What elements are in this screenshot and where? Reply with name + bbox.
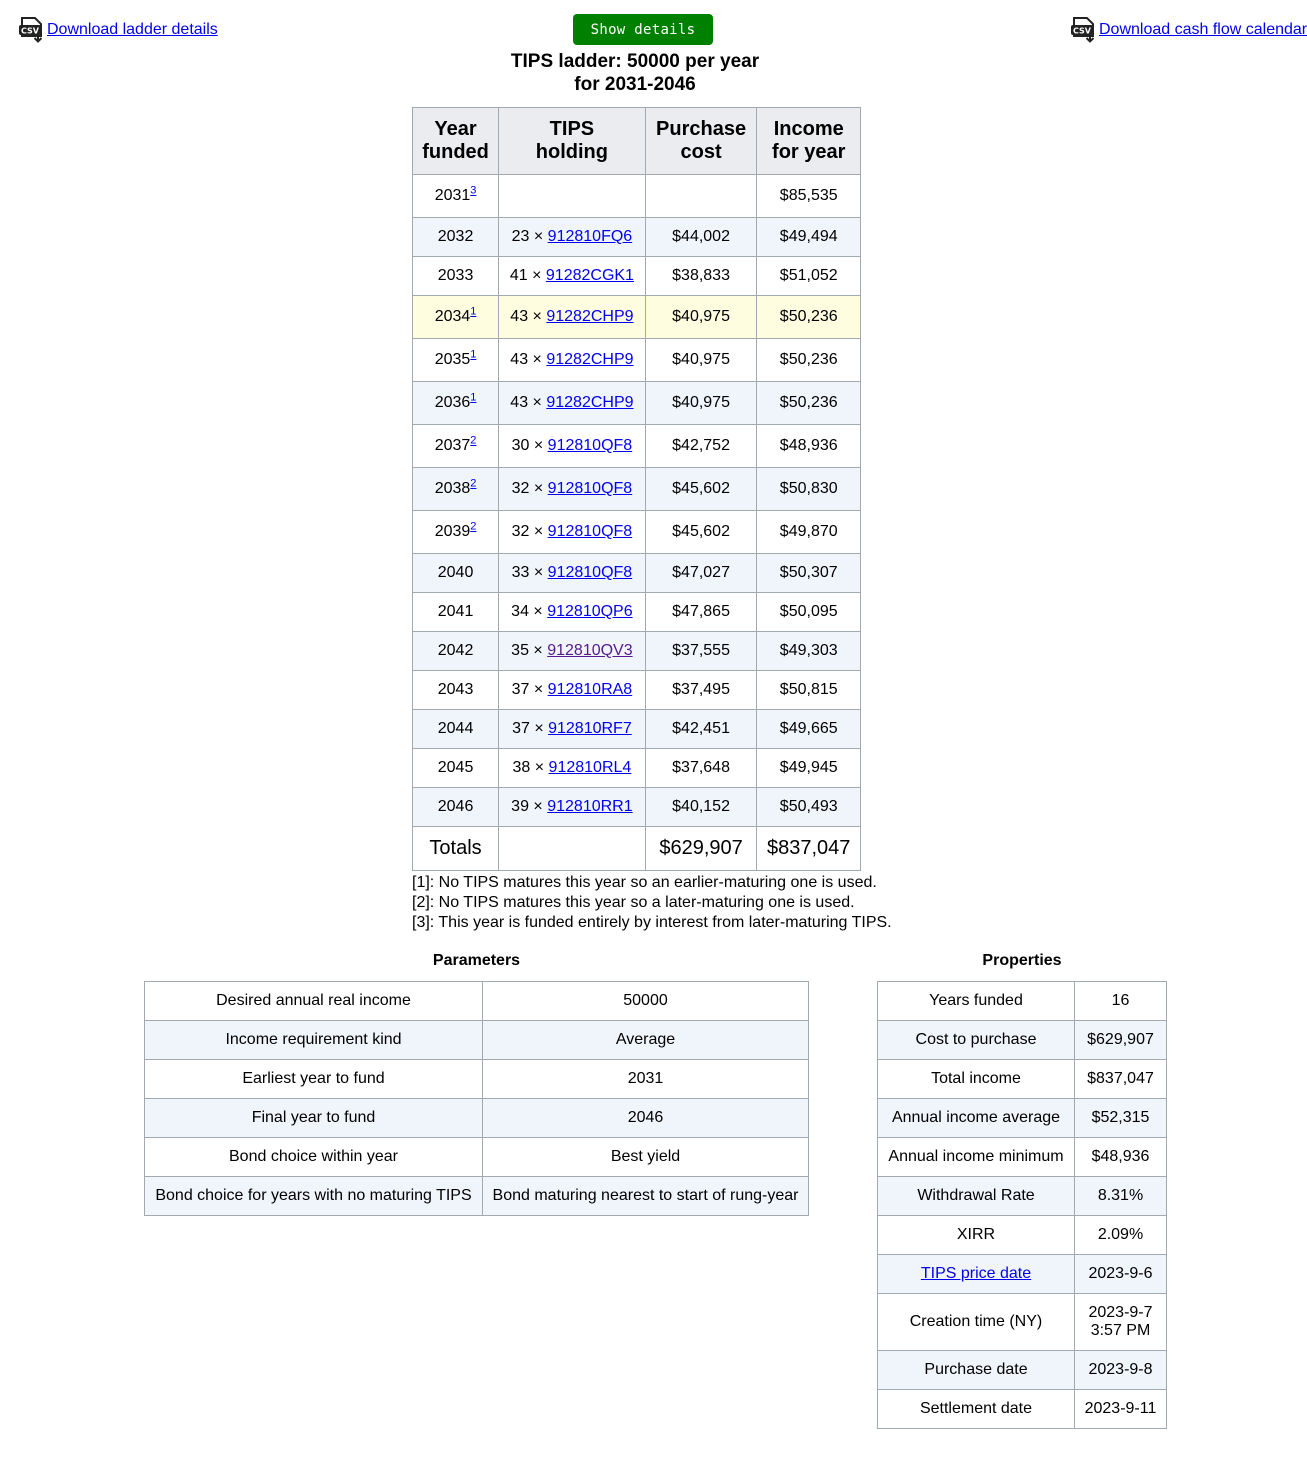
- cost-cell: [645, 175, 757, 218]
- holding-cell: [499, 175, 646, 218]
- parameter-value: 2031: [483, 1060, 809, 1099]
- footnote-ref-link[interactable]: 1: [470, 391, 477, 404]
- holding-cell: 30 × 912810QF8: [499, 425, 646, 468]
- holding-cell: 43 × 91282CHP9: [499, 382, 646, 425]
- col-tips-holding: TIPS holding: [499, 108, 646, 175]
- cusip-link[interactable]: 912810RL4: [548, 759, 632, 776]
- property-value: 2023-9-7 3:57 PM: [1075, 1294, 1167, 1351]
- property-value: $837,047: [1075, 1060, 1167, 1099]
- properties-table: [877, 981, 1167, 1429]
- property-value: $48,936: [1075, 1138, 1167, 1177]
- title-line-1: TIPS ladder: 50000 per year: [510, 51, 760, 72]
- cost-cell: $42,752: [645, 425, 757, 468]
- ladder-row: [413, 382, 861, 425]
- totals-label: Totals: [413, 827, 499, 871]
- property-value: $52,315: [1075, 1099, 1167, 1138]
- show-details-button[interactable]: Show details: [573, 14, 713, 45]
- ladder-row: [413, 632, 861, 671]
- cost-cell: $40,152: [645, 788, 757, 827]
- income-cell: $50,095: [757, 593, 861, 632]
- cusip-link[interactable]: 912810QF8: [547, 523, 633, 540]
- property-value: 2023-9-8: [1075, 1351, 1167, 1390]
- property-label: XIRR: [878, 1216, 1075, 1255]
- parameter-value: 2046: [483, 1099, 809, 1138]
- property-label: Total income: [878, 1060, 1075, 1099]
- csv-download-icon[interactable]: [1070, 16, 1098, 44]
- income-cell: $48,936: [757, 425, 861, 468]
- income-cell: $49,494: [757, 218, 861, 257]
- footnote-ref-link[interactable]: 2: [470, 520, 477, 533]
- parameter-label: Bond choice for years with no maturing TIPS: [145, 1177, 483, 1216]
- year-cell: 2045: [413, 749, 499, 788]
- cusip-link[interactable]: 912810FQ6: [547, 228, 633, 245]
- cusip-link[interactable]: 912810RR1: [547, 798, 633, 815]
- parameter-label: Earliest year to fund: [145, 1060, 483, 1099]
- footnotes: [412, 873, 892, 933]
- cusip-link[interactable]: 912810QF8: [547, 437, 633, 454]
- year-cell: 2031$^3$: [413, 175, 499, 218]
- income-cell: $50,307: [757, 554, 861, 593]
- footnote-1: [1]: No TIPS matures this year so an earlier-maturing one is used.: [412, 874, 877, 891]
- parameter-label: Bond choice within year: [145, 1138, 483, 1177]
- footnote-ref-link[interactable]: 1: [470, 348, 477, 361]
- download-ladder-link[interactable]: Download ladder details: [47, 21, 218, 38]
- footnote-ref-link[interactable]: 2: [470, 477, 477, 490]
- property-label: [878, 1255, 1075, 1294]
- property-value: 8.31%: [1075, 1177, 1167, 1216]
- cusip-link[interactable]: 91282CHP9: [546, 394, 634, 411]
- cusip-link[interactable]: 912810RA8: [547, 681, 633, 698]
- ladder-row: [413, 175, 861, 218]
- income-cell: $50,236: [757, 296, 861, 339]
- footnote-2: [2]: No TIPS matures this year so a later-maturing one is used.: [412, 894, 855, 911]
- cost-cell: $42,451: [645, 710, 757, 749]
- csv-download-icon[interactable]: [18, 16, 46, 44]
- property-label: Cost to purchase: [878, 1021, 1075, 1060]
- ladder-row: [413, 710, 861, 749]
- property-row: [878, 1060, 1167, 1099]
- ladder-row: [413, 425, 861, 468]
- title-line-2: for 2031-2046: [574, 74, 696, 95]
- year-cell: 2042: [413, 632, 499, 671]
- parameters-caption: Parameters: [432, 952, 521, 969]
- ladder-row: [413, 749, 861, 788]
- cost-cell: $40,975: [645, 382, 757, 425]
- property-label: Annual income minimum: [878, 1138, 1075, 1177]
- ladder-row: [413, 554, 861, 593]
- holding-cell: 38 × 912810RL4: [499, 749, 646, 788]
- col-purchase-cost: Purchase cost: [645, 108, 757, 175]
- cost-cell: $45,602: [645, 511, 757, 554]
- parameter-label: Final year to fund: [145, 1099, 483, 1138]
- holding-cell: 32 × 912810QF8: [499, 468, 646, 511]
- download-cashflow-link[interactable]: Download cash flow calendar: [1099, 21, 1307, 38]
- income-cell: $50,236: [757, 382, 861, 425]
- parameters-table: [144, 981, 809, 1216]
- property-row: [878, 1351, 1167, 1390]
- income-cell: $50,236: [757, 339, 861, 382]
- income-cell: $49,665: [757, 710, 861, 749]
- cost-cell: $38,833: [645, 257, 757, 296]
- ladder-row: [413, 593, 861, 632]
- parameter-row: [145, 1177, 809, 1216]
- holding-cell: 34 × 912810QP6: [499, 593, 646, 632]
- property-row: [878, 1021, 1167, 1060]
- year-cell: 2035$^1$: [413, 339, 499, 382]
- cusip-link[interactable]: 912810QP6: [547, 603, 633, 620]
- cusip-link[interactable]: 91282CGK1: [545, 267, 634, 284]
- property-row: [878, 982, 1167, 1021]
- year-cell: 2037$^2$: [413, 425, 499, 468]
- property-label: Withdrawal Rate: [878, 1177, 1075, 1216]
- property-label: Settlement date: [878, 1390, 1075, 1429]
- parameter-value: Best yield: [483, 1138, 809, 1177]
- ladder-row: [413, 671, 861, 710]
- cusip-link[interactable]: 912810QF8: [547, 564, 633, 581]
- holding-cell: 43 × 91282CHP9: [499, 339, 646, 382]
- page-title: [435, 50, 835, 96]
- ladder-row: [413, 788, 861, 827]
- income-cell: $49,945: [757, 749, 861, 788]
- property-label: Years funded: [878, 982, 1075, 1021]
- download-ladder-link-container: [18, 16, 218, 44]
- ladder-row: [413, 257, 861, 296]
- year-cell: 2040: [413, 554, 499, 593]
- holding-cell: 35 × 912810QV3: [499, 632, 646, 671]
- income-cell: $49,870: [757, 511, 861, 554]
- col-year-funded: Year funded: [413, 108, 499, 175]
- parameter-row: [145, 1021, 809, 1060]
- parameter-row: [145, 1099, 809, 1138]
- download-cashflow-link-container: [1070, 16, 1307, 44]
- ladder-table: [412, 107, 861, 871]
- year-cell: 2046: [413, 788, 499, 827]
- holding-cell: 41 × 91282CGK1: [499, 257, 646, 296]
- tips-price-date-link[interactable]: TIPS price date: [920, 1265, 1032, 1282]
- ladder-row: [413, 511, 861, 554]
- footnote-ref-link[interactable]: 3: [470, 184, 477, 197]
- property-value: 16: [1075, 982, 1167, 1021]
- holding-cell: 32 × 912810QF8: [499, 511, 646, 554]
- holding-cell: 39 × 912810RR1: [499, 788, 646, 827]
- property-label: Creation time (NY): [878, 1294, 1075, 1351]
- cost-cell: $45,602: [645, 468, 757, 511]
- footnote-ref-link[interactable]: 2: [470, 434, 477, 447]
- cost-cell: $44,002: [645, 218, 757, 257]
- parameter-row: [145, 982, 809, 1021]
- year-cell: 2041: [413, 593, 499, 632]
- footnote-3: [3]: This year is funded entirely by interest from later-maturing TIPS.: [412, 914, 892, 931]
- property-row: [878, 1294, 1167, 1351]
- parameter-value: 50000: [483, 982, 809, 1021]
- year-cell: 2039$^2$: [413, 511, 499, 554]
- holding-cell: 23 × 912810FQ6: [499, 218, 646, 257]
- property-value: 2.09%: [1075, 1216, 1167, 1255]
- income-cell: $50,493: [757, 788, 861, 827]
- holding-cell: 37 × 912810RF7: [499, 710, 646, 749]
- income-cell: $85,535: [757, 175, 861, 218]
- year-cell: 2034$^1$: [413, 296, 499, 339]
- cost-cell: $40,975: [645, 296, 757, 339]
- year-cell: 2036$^1$: [413, 382, 499, 425]
- cost-cell: $40,975: [645, 339, 757, 382]
- svg-text:CSV: CSV: [1073, 26, 1091, 36]
- totals-empty: [499, 827, 646, 871]
- property-row: [878, 1216, 1167, 1255]
- holding-cell: 43 × 91282CHP9: [499, 296, 646, 339]
- property-row: [878, 1390, 1167, 1429]
- year-cell: 2033: [413, 257, 499, 296]
- parameter-value: Bond maturing nearest to start of rung-year: [483, 1177, 809, 1216]
- totals-row: [413, 827, 861, 871]
- totals-income: $837,047: [757, 827, 861, 871]
- income-cell: $49,303: [757, 632, 861, 671]
- ladder-row: [413, 339, 861, 382]
- income-cell: $50,815: [757, 671, 861, 710]
- cusip-link[interactable]: 912810QV3: [547, 642, 633, 659]
- parameter-label: Income requirement kind: [145, 1021, 483, 1060]
- ladder-row: [413, 218, 861, 257]
- cost-cell: $47,027: [645, 554, 757, 593]
- parameter-label: Desired annual real income: [145, 982, 483, 1021]
- property-row: [878, 1138, 1167, 1177]
- parameter-row: [145, 1138, 809, 1177]
- property-row: [878, 1255, 1167, 1294]
- income-cell: $50,830: [757, 468, 861, 511]
- income-cell: $51,052: [757, 257, 861, 296]
- cusip-link[interactable]: 912810RF7: [548, 720, 632, 737]
- ladder-row: [413, 296, 861, 339]
- parameter-row: [145, 1060, 809, 1099]
- year-cell: 2043: [413, 671, 499, 710]
- svg-text:CSV: CSV: [21, 26, 39, 36]
- property-value: 2023-9-11: [1075, 1390, 1167, 1429]
- ladder-row: [413, 468, 861, 511]
- property-row: [878, 1177, 1167, 1216]
- properties-caption: Properties: [982, 952, 1062, 969]
- cost-cell: $47,865: [645, 593, 757, 632]
- property-label: Purchase date: [878, 1351, 1075, 1390]
- cusip-link[interactable]: 912810QF8: [547, 480, 633, 497]
- property-row: [878, 1099, 1167, 1138]
- cost-cell: $37,648: [645, 749, 757, 788]
- parameter-value: Average: [483, 1021, 809, 1060]
- year-cell: 2032: [413, 218, 499, 257]
- holding-cell: 37 × 912810RA8: [499, 671, 646, 710]
- cost-cell: $37,555: [645, 632, 757, 671]
- year-cell: 2044: [413, 710, 499, 749]
- col-income-for-year: Income for year: [757, 108, 861, 175]
- cusip-link[interactable]: 91282CHP9: [546, 308, 634, 325]
- property-value: 2023-9-6: [1075, 1255, 1167, 1294]
- cost-cell: $37,495: [645, 671, 757, 710]
- footnote-ref-link[interactable]: 1: [470, 305, 477, 318]
- totals-cost: $629,907: [645, 827, 757, 871]
- property-label: Annual income average: [878, 1099, 1075, 1138]
- property-value: $629,907: [1075, 1021, 1167, 1060]
- holding-cell: 33 × 912810QF8: [499, 554, 646, 593]
- year-cell: 2038$^2$: [413, 468, 499, 511]
- cusip-link[interactable]: 91282CHP9: [546, 351, 634, 368]
